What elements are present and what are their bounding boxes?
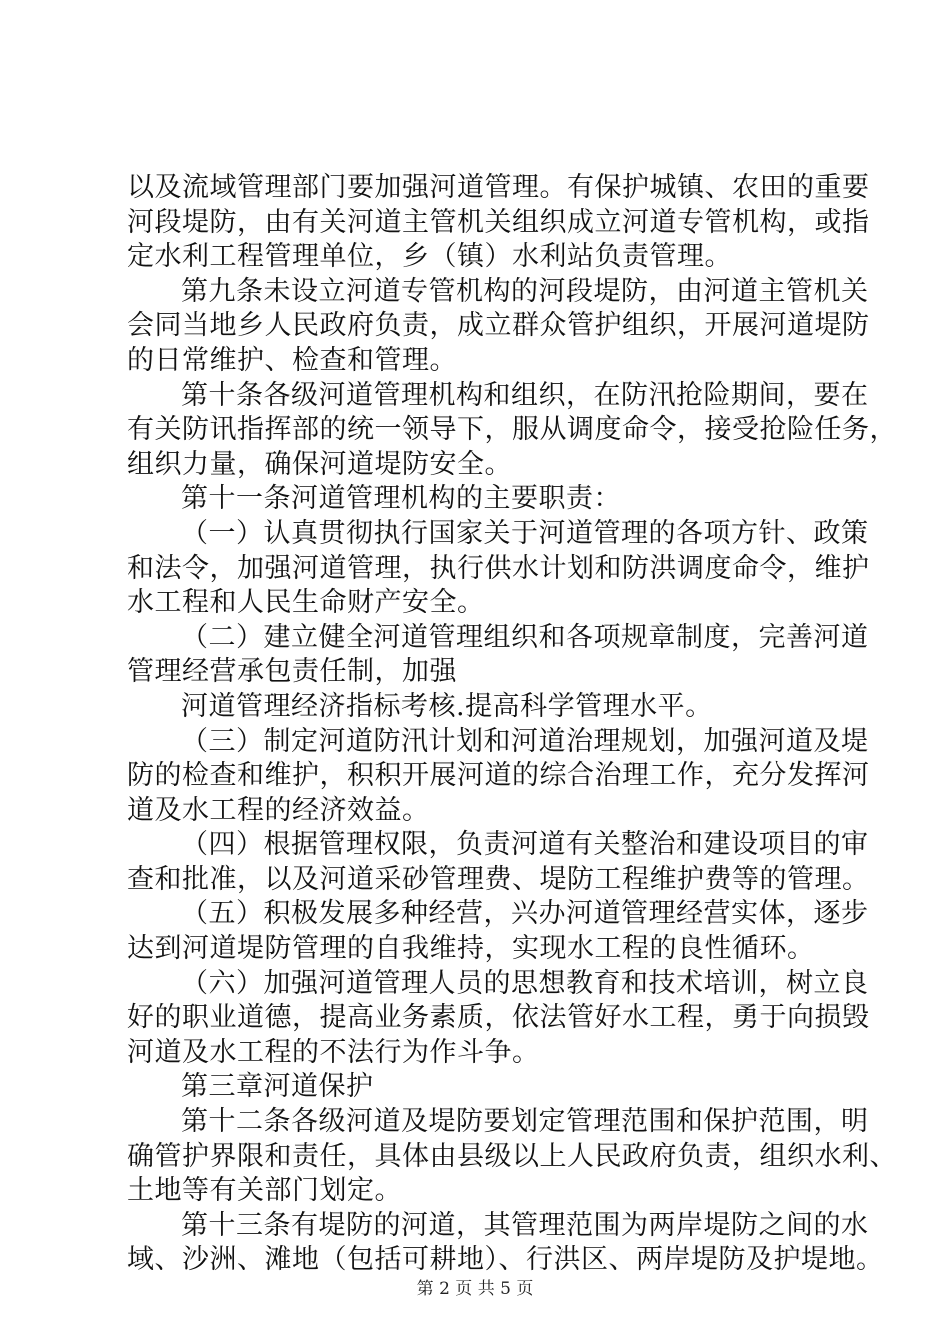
text-line: 第十一条河道管理机构的主要职责：: [181, 483, 621, 515]
text-line: 有关防讯指挥部的统一领导下，服从调度命令，接受抢险任务，: [127, 414, 897, 446]
text-line: 组织力量，确保河道堤防安全。: [127, 448, 512, 480]
text-line: 域、沙洲、滩地（包括可耕地）、行洪区、两岸堤防及护堤地。: [127, 1244, 884, 1276]
text-line: 第九条未设立河道专管机构的河段堤防，由河道主管机关: [181, 275, 869, 307]
text-line: 防的检查和维护，积积开展河道的综合治理工作，充分发挥河: [127, 760, 870, 792]
text-line: （五）积极发展多种经营，兴办河道管理经营实体，逐步: [181, 898, 869, 930]
text-line: 第十条各级河道管理机构和组织，在防汛抢险期间，要在: [181, 379, 869, 411]
text-line: 水工程和人民生命财产安全。: [127, 587, 485, 619]
text-line: 第三章河道保护: [181, 1071, 374, 1103]
page-number-footer: 第 2 页 共 5 页: [416, 1279, 534, 1299]
text-line: 管理经营承包责任制，加强: [127, 656, 457, 688]
text-line: 第十三条有堤防的河道，其管理范围为两岸堤防之间的水: [181, 1209, 869, 1241]
text-line: 定水利工程管理单位，乡（镇）水利站负责管理。: [127, 241, 732, 273]
text-line: （六）加强河道管理人员的思想教育和技术培训，树立良: [181, 967, 869, 999]
text-line: 河段堤防，由有关河道主管机关组织成立河道专管机构，或指: [127, 206, 870, 238]
text-line: 会同当地乡人民政府负责，成立群众管护组织，开展河道堤防: [127, 310, 870, 342]
text-line: 确管护界限和责任，具体由县级以上人民政府负责，组织水利、: [127, 1140, 897, 1172]
text-line: （四）根据管理权限，负责河道有关整治和建设项目的审: [181, 829, 869, 861]
text-line: 以及流域管理部门要加强河道管理。有保护城镇、农田的重要: [127, 172, 870, 203]
text-line: 的日常维护、检查和管理。: [127, 344, 457, 376]
text-line: （一）认真贯彻执行国家关于河道管理的各项方针、政策: [181, 517, 869, 549]
text-line: 河道及水工程的不法行为作斗争。: [127, 1036, 540, 1068]
text-line: （三）制定河道防汛计划和河道治理规划，加强河道及堤: [181, 725, 869, 757]
text-line: 查和批准，以及河道采砂管理费、堤防工程维护费等的管理。: [127, 863, 870, 895]
text-line: （二）建立健全河道管理组织和各项规章制度，完善河道: [181, 621, 869, 653]
text-line: 和法令，加强河道管理，执行供水计划和防洪调度命令，维护: [127, 552, 870, 584]
text-line: 达到河道堤防管理的自我维持，实现水工程的良性循环。: [127, 933, 815, 965]
text-line: 河道管理经济指标考核.提高科学管理水平。: [181, 690, 713, 722]
document-body: [127, 171, 897, 1278]
text-line: 好的职业道德，提高业务素质，依法管好水工程，勇于向损毁: [127, 1002, 870, 1034]
text-line: 第十二条各级河道及堤防要划定管理范围和保护范围，明: [181, 1106, 869, 1138]
text-line: 土地等有关部门划定。: [127, 1175, 402, 1207]
text-line: 道及水工程的经济效益。: [127, 794, 430, 826]
